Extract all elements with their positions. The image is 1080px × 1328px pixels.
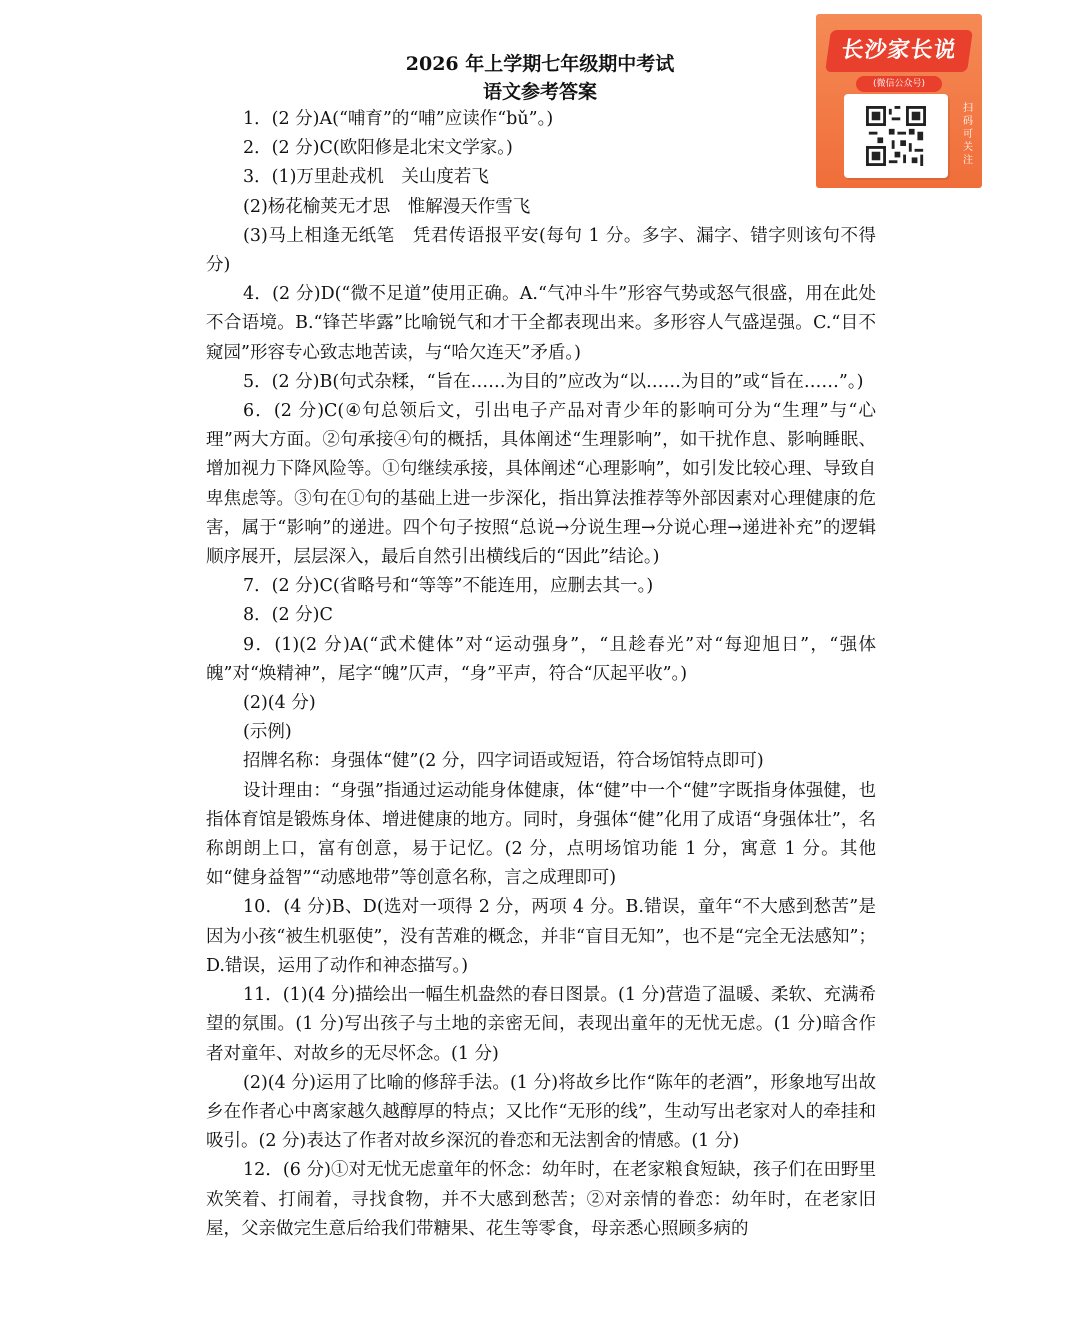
answer-paragraph: 10．(4 分)B、D(选对一项得 2 分，两项 4 分。B.错误，童年“不大感到愁苦”是因为小孩“被生机驱使”，没有苦难的概念，并非“盲目无知”，也不是“完全无法感知”；D.错误，运用了动作和神态描写。) (206, 897, 876, 976)
answer-paragraph: 7．(2 分)C(省略号和“等等”不能连用，应删去其一。) (243, 576, 654, 597)
answer-paragraph: 9．(1)(2 分)A(“武术健体”对“运动强身”，“且趁春光”对“每迎旭日”，“强体魄”对“焕精神”，尾字“魄”仄声，“身”平声，符合“仄起平收”。) (206, 634, 876, 684)
document-title: 2026 年上学期七年级期中考试 (405, 53, 675, 75)
answer-paragraph: 招牌名称：身强体“健”(2 分，四字词语或短语，符合场馆特点即可) (243, 751, 764, 772)
answer-paragraph: 11．(1)(4 分)描绘出一幅生机盎然的春日图景。(1 分)营造了温暖、柔软、充满希望的氛围。(1 分)写出孩子与土地的亲密无间，表现出童年的无忧无虑。(1 分)暗含作者对童年、对故乡的无尽怀念。(1 分) (206, 985, 876, 1064)
answer-paragraph: (3)马上相逢无纸笔 凭君传语报平安(每句 1 分。多字、漏字、错字则该句不得分) (206, 225, 876, 276)
answer-paragraph: (2)(4 分)运用了比喻的修辞手法。(1 分)将故乡比作“陈年的老酒”，形象地写出故乡在作者心中离家越久越醇厚的特点；又比作“无形的线”，生动写出老家对人的牵挂和吸引。(2 分)表达了作者对故乡深沉的眷恋和无法割舍的情感。(1 分) (206, 1072, 876, 1152)
answer-paragraph: 12．(6 分)①对无忧无虑童年的怀念：幼年时，在老家粮食短缺，孩子们在田野里欢笑着、打闹着，寻找食物，并不大感到愁苦；②对亲情的眷恋：幼年时，在老家旧屋，父亲做完生意后给我们带糖果、花生等零食，母亲悉心照顾多病的 (206, 1160, 876, 1239)
answer-paragraph: 2．(2 分)C(欧阳修是北宋文学家。) (243, 138, 513, 159)
answer-paragraph: 6．(2 分)C(④句总领后文，引出电子产品对青少年的影响可分为“生理”与“心理”两大方面。②句承接④句的概括，具体阐述“生理影响”，如干扰作息、影响睡眠、增加视力下降风险等。①句继续承接，具体阐述“心理影响”，如引发比较心理、导致自卑焦虑等。③句在①句的基础上进一步深化，指出算法推荐等外部因素对心理健康的危害，属于“影响”的递进。四个句子按照“总说→分说生理→分说心理→递进补充”的逻辑顺序展开，层层深入，最后自然引出横线后的“因此”结论。) (206, 401, 876, 568)
answer-paragraph: 8．(2 分)C (243, 605, 333, 626)
answer-paragraph: 4．(2 分)D(“微不足道”使用正确。A.“气冲斗牛”形容气势或怒气很盛，用在此处不合语境。B.“锋芒毕露”比喻锐气和才干全都表现出来。多形容人气盛逞强。C.“目不窥园”形容专心致志地苦读，与“哈欠连天”矛盾。) (206, 284, 876, 363)
answer-paragraph: 1．(2 分)A(“哺育”的“哺”应读作“bǔ”。) (243, 109, 554, 129)
answer-body (206, 105, 876, 1244)
document-subtitle: 语文参考答案 (482, 81, 597, 103)
answer-paragraph: (2)(4 分) (243, 693, 316, 714)
answer-paragraph: 5．(2 分)B(句式杂糅，“旨在……为目的”应改为“以……为目的”或“旨在……”。) (243, 371, 864, 392)
answer-paragraph: 3．(1)万里赴戎机 关山度若飞 (243, 167, 489, 188)
badge-scan-text: 扫码可关注 (963, 103, 973, 166)
badge-subtitle: (微信公众号) (856, 76, 942, 92)
answer-paragraph: 设计理由：“身强”指通过运动能身体健康，体“健”中一个“健”字既指身体强健，也指体育馆是锻炼身体、增进健康的地方。同时，身强体“健”化用了成语“身强体壮”，名称朗朗上口，富有创意，易于记忆。(2 分，点明场馆功能 1 分，寓意 1 分。其他如“健身益智”“动感地带”等创意名称，言之成理即可) (206, 780, 876, 889)
answer-paragraph: (2)杨花榆荚无才思 惟解漫天作雪飞 (243, 196, 531, 217)
badge-logo-text: 长沙家长说 (825, 30, 973, 72)
answer-paragraph: (示例) (243, 722, 292, 743)
